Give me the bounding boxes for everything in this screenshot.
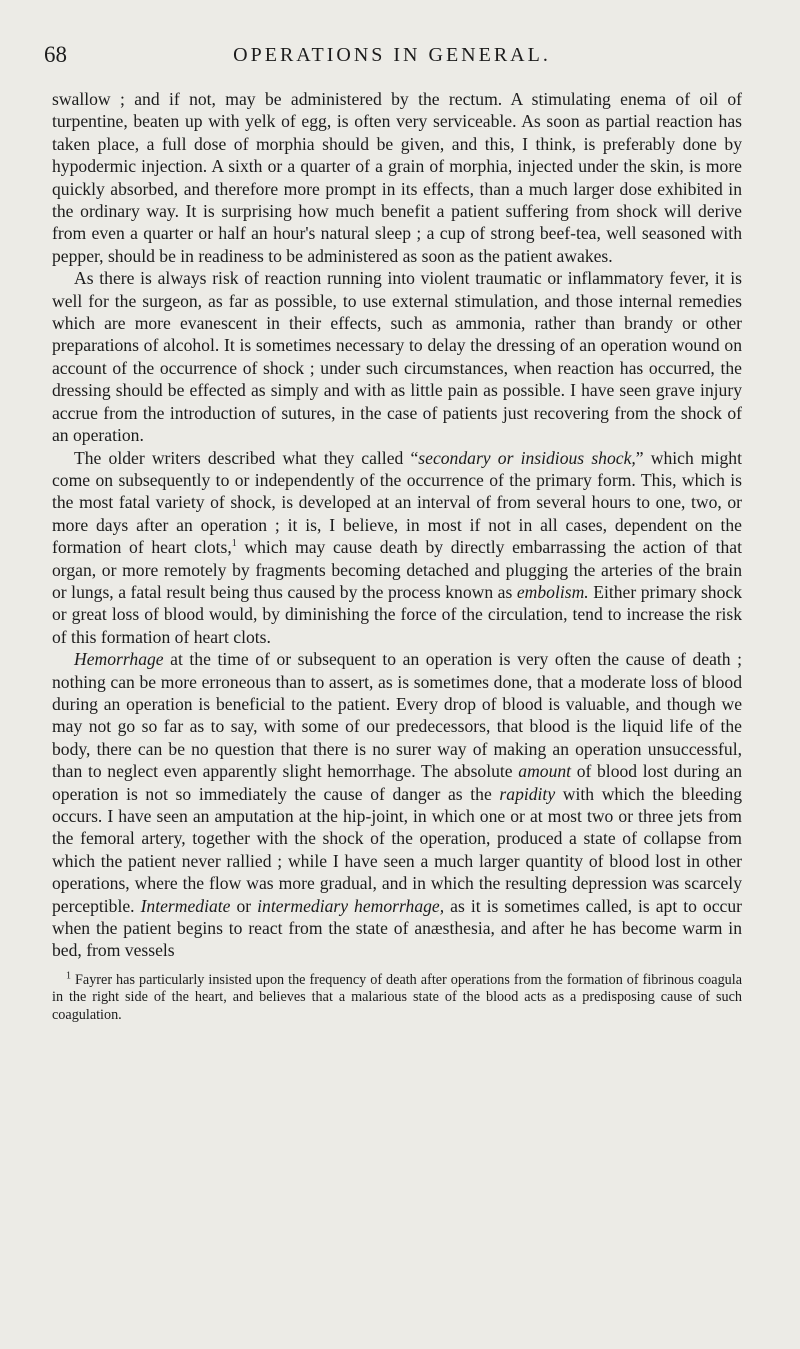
italic-term-amount: amount	[518, 761, 572, 782]
text-run: The older writers described what they called	[74, 447, 404, 468]
paragraph-2: As there is always risk of reaction running into violent traumatic or inflammatory fever, it is well for the surgeon, as far as possible, to use external stimulation, and those internal remedies which are more evanescent in their effects, such as ammonia, rather than brandy or other preparations of alcohol. It is sometimes necessary to delay the dressing of an operation wound on account of the occurrence of shock ; under such circumstances, when reaction has occurred, the dressing should be effected as simply and with as little pain as possible. I have seen grave injury accrue from the introduction of sutures, in the case of patients just recovering from the shock of an operation.	[52, 268, 742, 446]
page-body	[52, 88, 742, 1025]
text-run: Either primary shock or great loss of blood would, by diminishing the force of the circulation, tend to increase the risk of this formation of heart clots.	[52, 581, 742, 647]
running-title: OPERATIONS IN GENERAL.	[233, 44, 551, 66]
italic-term-hemorrhage: Hemorrhage	[74, 649, 164, 670]
italic-term-rapidity: rapidity	[499, 783, 556, 804]
text-run: which may cause death by directly embarrassing the action of that organ, or more remotely by fragments becoming detached and plugging the arteries of the brain or lungs, a fatal result being thus caused by the process known as	[52, 537, 742, 602]
italic-term-secondary-shock: secondary or insidious shock,	[418, 447, 636, 468]
text-run: which might come on subsequently to or independently of the occurrence of the primary form. This, which is the most fatal variety of shock, is developed at an interval of from several hours to one, two, or more days after an operation ; it is, I believe, in most if not in all cases, dependent on the formation of heart clots,	[52, 447, 742, 558]
footnote-ref: 1	[231, 538, 237, 550]
footnote-marker: 1	[66, 970, 71, 982]
footnotes	[52, 972, 742, 1025]
italic-term-embolism: embolism.	[516, 581, 589, 602]
footnote-1	[52, 972, 742, 1025]
text-run: with which the bleeding occurs. I have seen an amputation at the hip-joint, in which one or at most two or three jets from the femoral artery, together with the shock of the operation, produced a state of collapse from which the patient never rallied ; while I have seen a much larger quantity of blood lost in other operations, where the flow was more gradual, and in which the resulting depression was scarcely perceptible.	[52, 783, 743, 916]
text-run: at the time of or subsequent to an operation is very often the cause of death ; nothing can be more erroneous than to assert, as is sometimes done, that a moderate loss of blood during an operation is beneficial to the patient. Every drop of blood is valuable, and though we may not go so far as to say, with some of our predecessors, that blood is the liquid life of the body, there can be no question that there is no surer way of making an operation unsuccessful, than to neglect even apparently slight hemorrhage. The absolute	[52, 649, 742, 782]
text-run: of blood lost during an operation is not so immediately the cause of danger as the	[52, 761, 742, 804]
italic-term-intermediary: intermediary hemorrhage,	[257, 895, 445, 916]
paragraph-3: The older writers described what they called “secondary or insidious shock,” which might come on subsequently to or independently of the occurrence of the primary form. This, which is the most fatal variety of shock, is developed at an interval of from several hours to one, two, or more days after an operation ; it is, I believe, in most if not in all cases, dependent on the formation of heart clots,$^1$ which may cause death by directly embarrassing the action of that organ, or more remotely by fragments becoming detached and plugging the arteries of the brain or lungs, a fatal result being thus caused by the process known as embolism. Either primary shock or great loss of blood would, by diminishing the force of the circulation, tend to increase the risk of this formation of heart clots.	[52, 447, 742, 647]
footnote-text: Fayrer has particularly insisted upon the frequency of death after operations from the formation of fibrinous coagula in the right side of the heart, and believes that a malarious state of the blood acts as a predisposing cause of such coagulation.	[52, 971, 742, 1024]
text-run: as it is sometimes called, is apt to occur when the patient begins to react from the state of anæsthesia, and after he has become warm in bed, from vessels	[52, 895, 742, 961]
paragraph-1: swallow ; and if not, may be administered by the rectum. A stimulating enema of oil of turpentine, beaten up with yelk of egg, is often very serviceable. As soon as partial reaction has taken place, a full dose of morphia should be given, and this, I think, is preferably done by hypodermic injection. A sixth or a quarter of a grain of morphia, injected under the skin, is more quickly absorbed, and therefore more prompt in its effects, than a much larger dose exhibited in the ordinary way. It is surprising how much benefit a patient suffering from shock will derive from even a quarter or half an hour's natural sleep ; a cup of strong beef-tea, well seasoned with pepper, should be in readiness to be administered as soon as the patient awakes.	[52, 89, 742, 266]
italic-term-intermediate: Intermediate	[140, 895, 231, 916]
page-number: 68	[44, 42, 67, 67]
page-header	[44, 42, 740, 72]
text-run: or	[236, 895, 252, 916]
paragraph-4	[52, 648, 742, 962]
